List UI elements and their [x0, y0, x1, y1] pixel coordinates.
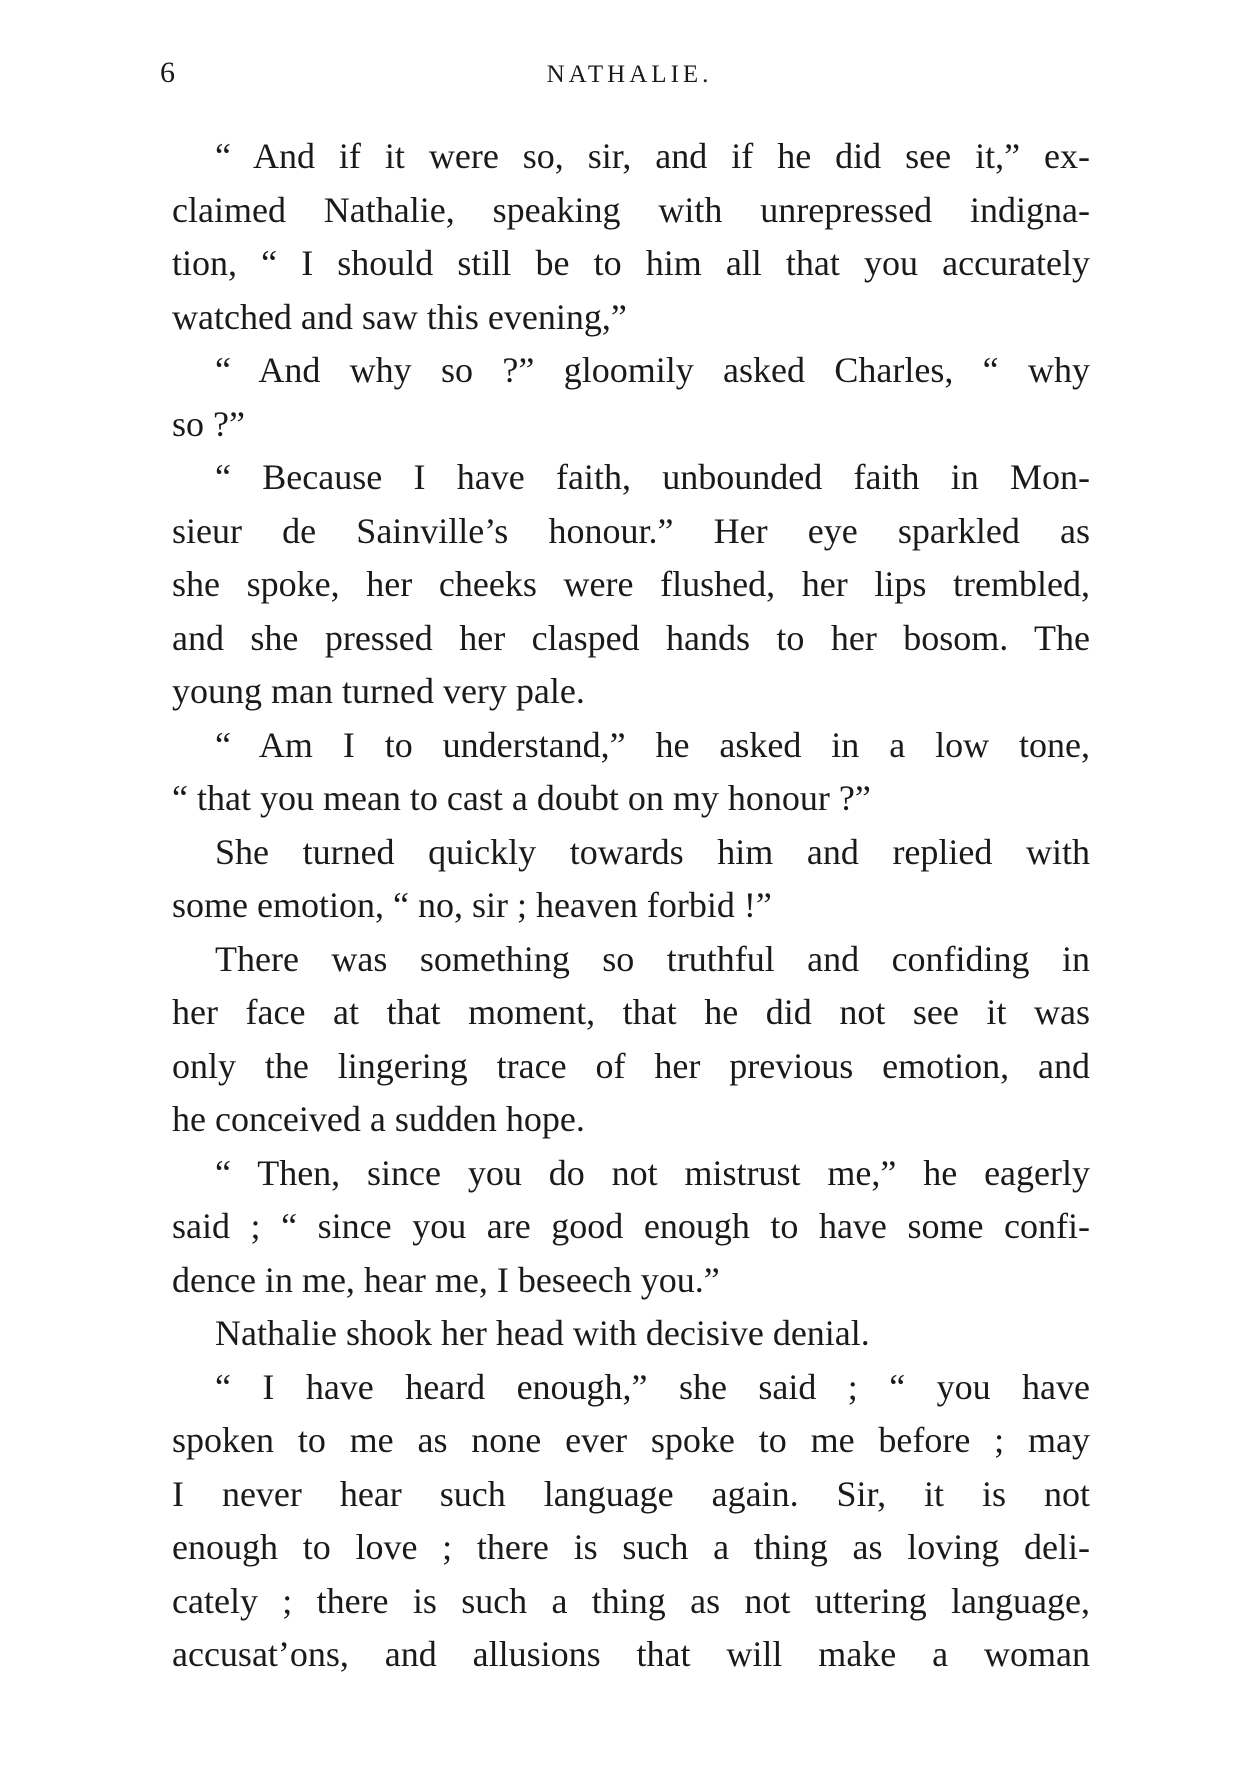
page-number: 6	[160, 56, 175, 89]
text-line: watched and saw this evening,”	[172, 296, 627, 337]
text-line: dence in me, hear me, I beseech you.”	[172, 1259, 720, 1300]
text-line: I never hear such language again. Sir, it is not	[172, 1473, 1090, 1514]
text-line: accusat’ons, and allusions that will make a woman	[172, 1634, 1090, 1674]
text-line: her face at that moment, that he did not see it was	[172, 992, 1090, 1032]
text-line: “ Am I to understand,” he asked in a low tone,	[215, 724, 1090, 765]
text-line: She turned quickly towards him and replied with	[215, 831, 1090, 872]
running-head: NATHALIE.	[546, 61, 713, 88]
text-line: so ?”	[172, 403, 245, 444]
text-line: said ; “ since you are good enough to have some confi-	[172, 1206, 1090, 1246]
text-line: young man turned very pale.	[172, 671, 585, 711]
text-line: “ Then, since you do not mistrust me,” he eagerly	[215, 1152, 1090, 1193]
text-line: “ Because I have faith, unbounded faith in Mon-	[215, 457, 1090, 497]
text-line: Nathalie shook her head with decisive denial.	[215, 1313, 870, 1353]
text-line: sieur de Sainville’s honour.” Her eye sparkled as	[172, 510, 1090, 551]
text-line: only the lingering trace of her previous emotion, and	[172, 1045, 1090, 1086]
text-line: tion, “ I should still be to him all that you accurately	[172, 243, 1090, 283]
text-line: enough to love ; there is such a thing as loving deli-	[172, 1527, 1090, 1567]
text-line: “ And if it were so, sir, and if he did see it,” ex-	[215, 136, 1090, 176]
text-line: “ And why so ?” gloomily asked Charles, “ why	[215, 350, 1090, 390]
body-text	[172, 130, 1090, 1682]
text-line: claimed Nathalie, speaking with unrepressed indigna-	[172, 189, 1090, 230]
text-line: “ that you mean to cast a doubt on my honour ?”	[172, 778, 871, 818]
text-line: and she pressed her clasped hands to her bosom. The	[172, 617, 1090, 658]
text-line: There was something so truthful and confiding in	[215, 938, 1090, 979]
text-line: cately ; there is such a thing as not uttering language,	[172, 1580, 1090, 1621]
text-line: “ I have heard enough,” she said ; “ you have	[215, 1366, 1090, 1407]
text-line: he conceived a sudden hope.	[172, 1099, 585, 1139]
text-line: some emotion, “ no, sir ; heaven forbid !”	[172, 885, 772, 925]
text-line: spoken to me as none ever spoke to me before ; may	[172, 1420, 1090, 1460]
text-line: she spoke, her cheeks were flushed, her lips trembled,	[172, 564, 1090, 604]
